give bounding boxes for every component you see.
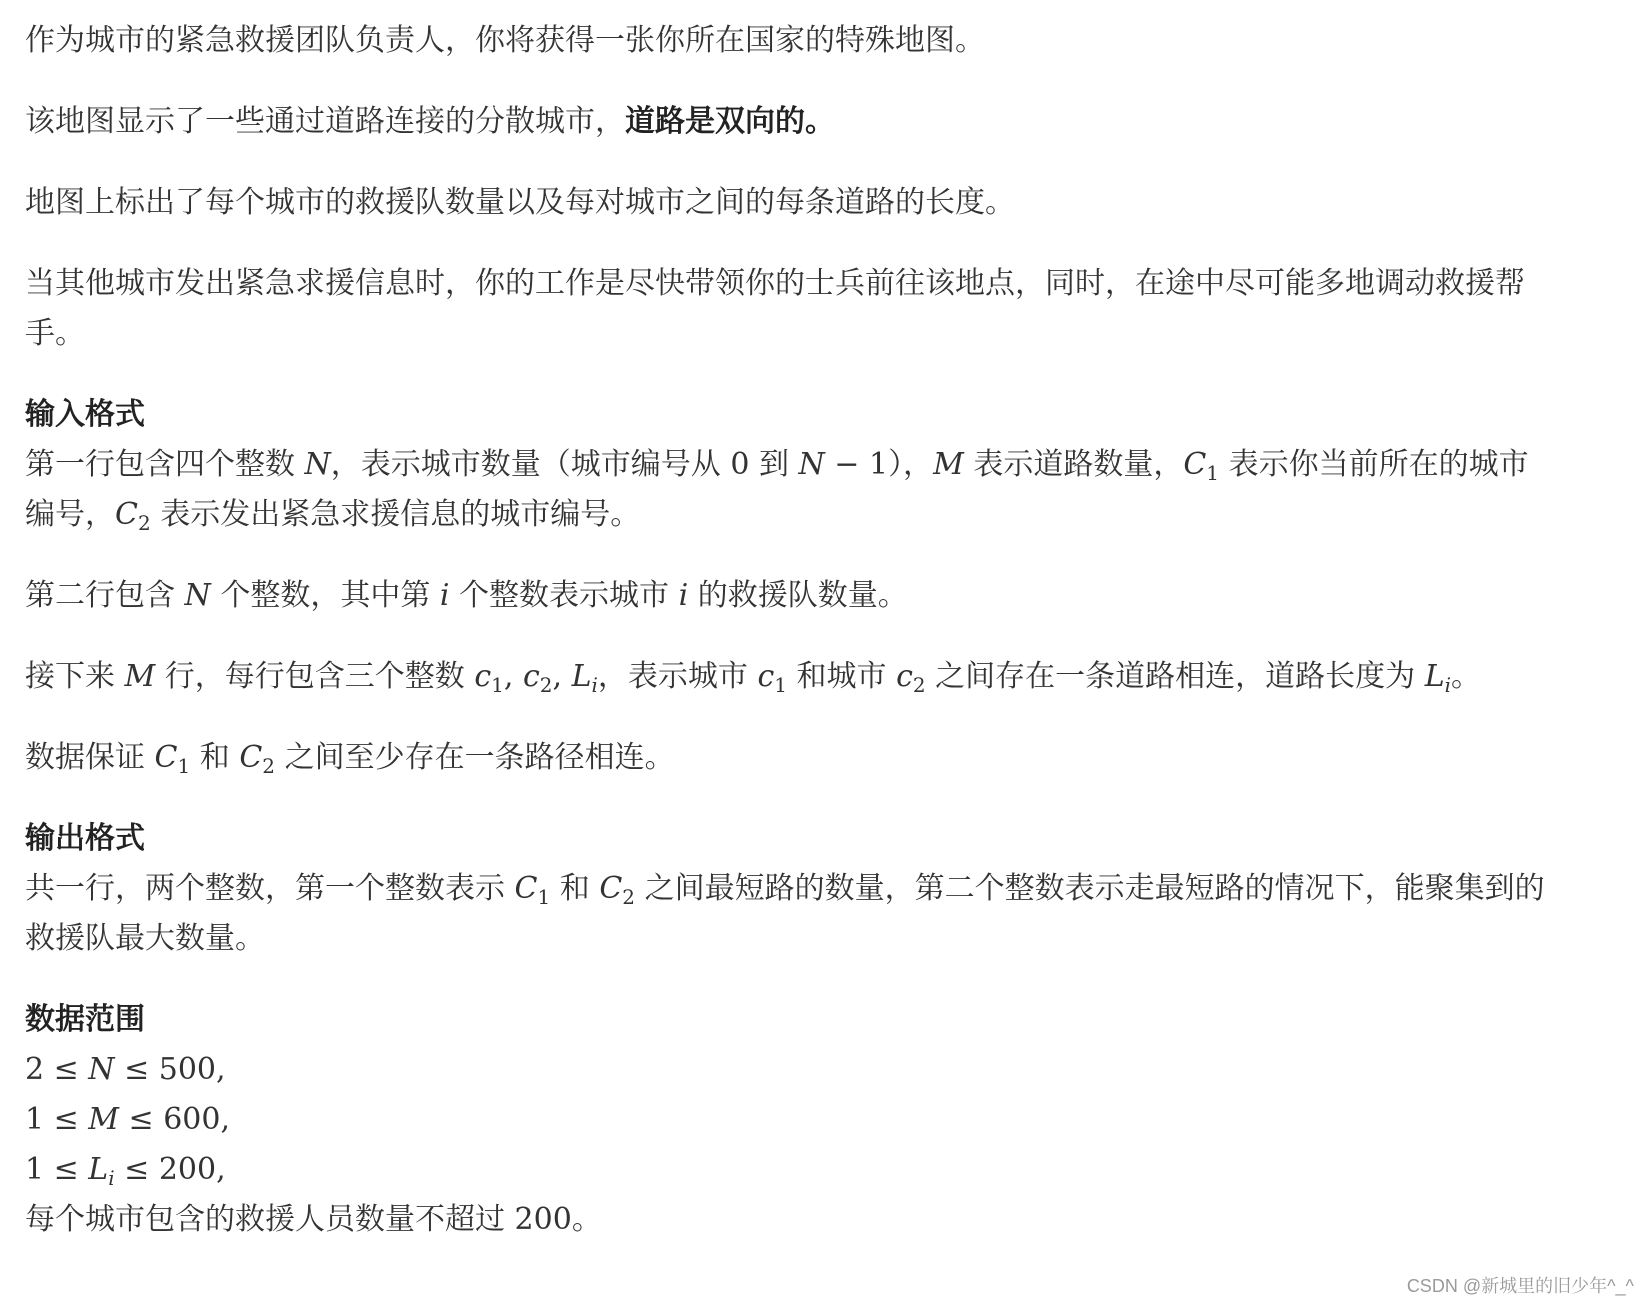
math-subscript: 1: [537, 885, 551, 909]
text-span: 数据保证: [25, 740, 155, 775]
math-subscript: i: [108, 1166, 115, 1190]
intro-paragraph-2: [25, 97, 1625, 147]
text-span: ，表示城市数量（城市编号从: [330, 447, 731, 482]
math-num: ≤ 500,: [114, 1052, 226, 1087]
math-var: N: [798, 447, 825, 482]
math-num: 1 ≤: [25, 1102, 89, 1137]
text-span: 个整数，其中第: [210, 578, 440, 613]
text-span: 之间最短路的数量，第二个整数表示走最短路的情况下，能聚集到的救援队最大数量。: [25, 871, 1545, 956]
math-subscript: 2: [137, 511, 151, 535]
range-line-3: [25, 1145, 1625, 1195]
math-var: N: [184, 578, 211, 613]
math-num: ≤ 200,: [114, 1152, 226, 1187]
text-span: 。: [571, 1202, 602, 1237]
text-span: 第二行包含: [25, 578, 185, 613]
math-var: N: [88, 1052, 115, 1087]
math-subscript: 2: [912, 673, 926, 697]
math-var: N: [304, 447, 331, 482]
text-span: 表示道路数量，: [963, 447, 1184, 482]
intro-paragraph-4: 当其他城市发出紧急求援信息时，你的工作是尽快带领你的士兵前往该地点，同时，在途中尽可能多地调动救援帮手。: [25, 266, 1525, 351]
text-span: 接下来: [25, 659, 125, 694]
range-line-1: [25, 1045, 1625, 1095]
math-subscript: 2: [622, 885, 636, 909]
math-num: 1 ≤: [25, 1152, 89, 1187]
math-var: L: [1424, 659, 1445, 694]
text-span: 和: [550, 871, 600, 906]
text-span: 和城市: [787, 659, 897, 694]
text-span: 之间存在一条道路相连，道路长度为: [925, 659, 1425, 694]
math-var: c: [522, 659, 540, 694]
range-line-4: [25, 1195, 1625, 1245]
math-num: 200: [514, 1202, 572, 1237]
input-line-3: [25, 652, 1625, 702]
math-num: 0: [730, 447, 750, 482]
intro-p2-text: 该地图显示了一些通过道路连接的分散城市，: [25, 104, 625, 139]
output-line: [25, 864, 1555, 964]
input-line-1: [25, 440, 1545, 540]
math-subscript: 1: [491, 673, 504, 697]
problem-description: [25, 16, 1625, 1245]
text-span: 表示你当前所在的城市编号，: [25, 447, 1529, 532]
text-span: ），: [888, 447, 934, 482]
math-subscript: i: [1444, 673, 1452, 697]
math-var: L: [571, 659, 592, 694]
math-punct: ,: [503, 659, 523, 694]
math-var: M: [124, 659, 156, 694]
math-num: 2 ≤: [25, 1052, 89, 1087]
text-span: 每个城市包含的救援人员数量不超过: [25, 1202, 515, 1237]
math-var: M: [88, 1102, 120, 1137]
text-span: 之间至少存在一条路径相连。: [275, 740, 675, 775]
math-subscript: 2: [262, 754, 276, 778]
intro-p2-bold: 道路是双向的。: [625, 104, 835, 139]
math-subscript: i: [591, 673, 598, 697]
text-span: 第一行包含四个整数: [25, 447, 305, 482]
input-format-heading: 输入格式: [25, 397, 145, 432]
text-span: 的救援队数量。: [688, 578, 908, 613]
math-var: C: [1183, 447, 1207, 482]
math-var: C: [154, 740, 178, 775]
math-var: c: [757, 659, 775, 694]
text-span: 个整数表示城市: [449, 578, 679, 613]
math-var: M: [933, 447, 964, 482]
intro-paragraph-3: 地图上标出了每个城市的救援队数量以及每对城市之间的每条道路的长度。: [25, 185, 1015, 220]
math-var: i: [439, 578, 450, 613]
math-subscript: 1: [1206, 461, 1220, 485]
text-span: 。: [1451, 659, 1482, 694]
range-line-2: [25, 1095, 1625, 1145]
text-span: 行，每行包含三个整数: [155, 659, 475, 694]
input-line-2: [25, 571, 1625, 621]
text-span: 和: [190, 740, 240, 775]
text-span: 到: [749, 447, 799, 482]
csdn-watermark: CSDN @新城里的旧少年^_^: [1406, 1276, 1634, 1296]
math-subscript: 2: [539, 673, 553, 697]
data-range-heading: 数据范围: [25, 1002, 145, 1037]
input-line-4: [25, 733, 1625, 783]
math-var: C: [514, 871, 538, 906]
math-var: C: [599, 871, 623, 906]
output-format-heading: 输出格式: [25, 821, 145, 856]
math-var: L: [88, 1152, 109, 1187]
math-subscript: 1: [774, 673, 788, 697]
text-span: ，表示城市: [597, 659, 758, 694]
math-num: − 1: [824, 447, 889, 482]
math-num: ≤ 600,: [119, 1102, 231, 1137]
math-subscript: 1: [177, 754, 191, 778]
math-var: c: [474, 659, 492, 694]
text-span: 表示发出紧急求援信息的城市编号。: [150, 497, 641, 532]
math-punct: ,: [552, 659, 572, 694]
math-var: i: [678, 578, 689, 613]
math-var: C: [239, 740, 263, 775]
intro-paragraph-1: 作为城市的紧急救援团队负责人，你将获得一张你所在国家的特殊地图。: [25, 23, 985, 58]
text-span: 共一行，两个整数，第一个整数表示: [25, 871, 515, 906]
math-var: C: [115, 497, 138, 532]
math-var: c: [896, 659, 913, 694]
